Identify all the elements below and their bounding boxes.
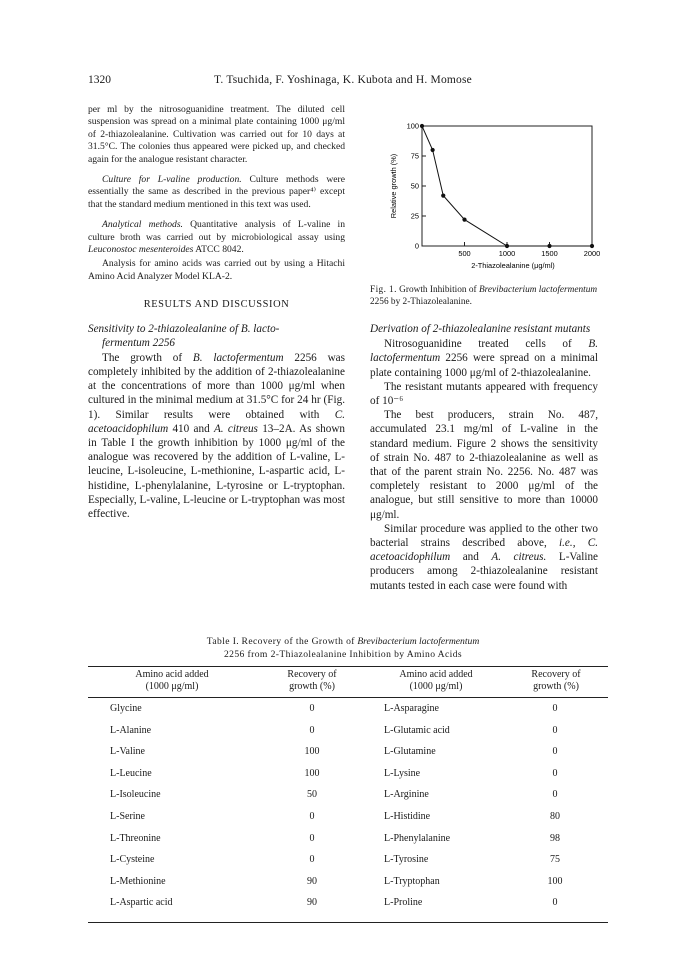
culture-text: Culture methods were essentially the same as described in the previous paper⁴⁾ except that the standard medium mentioned in this text was used. — [88, 174, 345, 210]
derivation-p4-text-c: and — [462, 551, 479, 564]
table-cell-amino-acid: L-Histidine — [384, 811, 431, 822]
table-cell-amino-acid: L-Aspartic acid — [110, 897, 173, 909]
y-tick-label: 25 — [410, 211, 419, 221]
table-cell-amino-acid: L-Methionine — [110, 875, 166, 887]
analytical-text-1: Quantitative analysis of L-valine in culture broth was carried out by microbiological assay using — [88, 219, 346, 243]
results-paragraph — [88, 351, 345, 521]
x-tick-label: 500 — [458, 249, 471, 258]
table-cell-recovery: 0 — [552, 746, 558, 758]
author-line: T. Tsuchida, F. Yoshinaga, K. Kubota and H. Momose — [214, 74, 472, 86]
table-cell-amino-acid: L-Threonine — [110, 832, 161, 844]
x-tick-label: 1500 — [541, 249, 558, 258]
table-cell-recovery: 0 — [309, 854, 315, 866]
table-cell-amino-acid: L-Isoleucine — [110, 789, 161, 801]
running-header — [88, 74, 598, 90]
header-recovery-left-line-1: Recovery of — [287, 669, 337, 680]
results-text-c: 2256 was completely inhibited by the addition of 2-thiazolealanine at the concentrations of more than 1000 μg/ml when cultured in the minimal medium at 31.5°C for 24 hr (Fig. 1). Similar results were obtained with — [88, 351, 345, 421]
derivation-p4-text-a: Similar procedure was applied to the other two bacterial strains described above, — [370, 522, 598, 550]
data-point — [462, 218, 466, 222]
header-amino-left-line-2: (1000 μg/ml) — [145, 681, 199, 692]
table-cell-amino-acid: L-Alanine — [110, 724, 152, 736]
table-title — [88, 636, 598, 661]
section-heading: RESULTS AND DISCUSSION — [143, 299, 290, 311]
chart-frame — [422, 126, 592, 246]
analytical-heading: Analytical methods. — [102, 219, 183, 231]
data-point — [505, 244, 509, 248]
methods-section — [88, 104, 345, 283]
chart-plot-frame — [422, 126, 592, 246]
header-recovery-left-line-2: growth (%) — [289, 681, 335, 692]
results-text-g: 13–2A. As shown in Table I the growth inhibition by 1000 μg/ml of the analogue was recovered by the addition of L-valine, L-leucine, L-isoleucine, L-methionine, L-aspartic acid, L-histidine, L-phenylalanine, L-tyrosine or L-tryptophan. Especially, L-valine, L-leucine or L-tryptophan was most effective. — [88, 422, 346, 520]
y-axis-label: Relative growth (%) — [389, 153, 398, 219]
header-recovery-left — [256, 669, 368, 693]
x-tick-label: 2000 — [583, 249, 601, 258]
data-point — [547, 244, 551, 248]
header-amino-left — [88, 669, 256, 693]
table-cell-recovery: 50 — [307, 789, 317, 801]
caption-organism: Brevibacterium lactofermentum — [478, 285, 598, 295]
header-amino-left-line-1: Amino acid added — [135, 669, 209, 680]
table-cell-amino-acid: L-Tryptophan — [384, 875, 440, 887]
analytical-text-2: ATCC 8042. — [195, 244, 244, 256]
left-column — [88, 104, 345, 521]
table-top-rule — [88, 666, 608, 667]
results-section — [88, 322, 345, 521]
culture-paragraph — [88, 174, 345, 211]
derivation-p4-organism-b: i.e., C. acetoacidophilum — [370, 537, 598, 564]
table-cell-amino-acid: L-Tyrosine — [384, 854, 429, 866]
y-tick-label: 75 — [410, 151, 419, 161]
table-title-caps: Recovery of the Growth of — [241, 636, 355, 647]
data-point — [420, 124, 424, 128]
table-title-organism: Brevibacterium lactofermentum — [357, 636, 480, 647]
caption-text: Growth Inhibition of — [399, 285, 477, 295]
table-cell-recovery: 0 — [552, 897, 558, 909]
chart-series — [420, 124, 594, 248]
data-point — [590, 244, 594, 248]
table-cell-recovery: 98 — [550, 832, 560, 844]
derivation-paragraph-4 — [370, 522, 598, 593]
table-cell-amino-acid: L-Asparagine — [384, 703, 439, 714]
y-tick-label: 50 — [410, 181, 419, 191]
table-bottom-rule — [88, 922, 608, 923]
header-amino-right-line-2: (1000 μg/ml) — [409, 681, 463, 692]
table-label: Table I. — [206, 636, 240, 647]
table-cell-recovery: 90 — [307, 875, 317, 887]
table-cell-recovery: 0 — [552, 789, 558, 801]
table-cell-recovery: 0 — [552, 767, 558, 779]
table-cell-recovery: 100 — [547, 875, 563, 887]
table-cell-recovery: 80 — [550, 811, 560, 822]
table-cell-recovery: 100 — [304, 767, 320, 779]
right-column — [370, 322, 598, 593]
table-cell-recovery: 0 — [309, 811, 315, 822]
header-recovery-right-line-1: Recovery of — [531, 669, 581, 680]
derivation-paragraph-2: The resistant mutants appeared with frequency of 10⁻⁶ — [370, 380, 598, 408]
table-cell-amino-acid: L-Valine — [110, 746, 145, 758]
amino-analysis-paragraph: Analysis for amino acids was carried out by using a Hitachi Amino Acid Analyzer Model KLA-2. — [88, 258, 345, 282]
figure-label: Fig. 1. — [370, 285, 397, 295]
table-cell-recovery: 0 — [552, 724, 558, 736]
table-cell-amino-acid: L-Proline — [384, 897, 423, 909]
table-cell-recovery: 0 — [309, 832, 315, 844]
series-line — [422, 126, 592, 246]
intro-paragraph: per ml by the nitrosoguanidine treatment. The diluted cell suspension was spread on a minimal plate containing 1000 μg/ml of 2-thiazolealanine. Cultivation was carried out for 10 days at 31.5°C. The colonies thus appeared were picked up, and checked again for the analogue resistant character. — [88, 104, 345, 165]
y-tick-label: 100 — [406, 121, 419, 131]
derivation-p4-text-e: L-Valine producers among 2-thiazolealanine resistant mutants tested in each case were found with — [370, 551, 598, 592]
derivation-text-c: 2256 were spread on a minimal plate containing 1000 μg/ml of 2-thiazolealanine. — [370, 352, 598, 379]
derivation-heading: Derivation of 2-thiazolealanine resistant mutants — [370, 323, 591, 335]
results-organism-f: A. citreus — [213, 422, 258, 435]
table-cell-amino-acid: L-Cysteine — [110, 854, 155, 866]
table-cell-amino-acid: L-Lysine — [384, 767, 421, 779]
results-organism-d: C. acetoacidophilum — [88, 408, 345, 435]
table-cell-amino-acid: Glycine — [110, 703, 142, 714]
y-axis-ticks — [407, 122, 426, 251]
results-text-e: 410 and — [172, 422, 210, 435]
table-cell-amino-acid: L-Phenylalanine — [384, 832, 451, 844]
sensitivity-heading-line-1: Sensitivity to 2-thiazolealanine of B. lacto- — [88, 323, 280, 336]
derivation-paragraph-1 — [370, 337, 598, 380]
table-header-rule — [88, 697, 608, 698]
results-text-a: The growth of — [102, 351, 183, 364]
header-recovery-right — [504, 669, 608, 693]
caption-tail: 2256 by 2-Thiazolealanine. — [370, 297, 472, 307]
results-organism-b: B. lactofermentum — [192, 351, 284, 364]
sensitivity-subheading — [88, 322, 345, 350]
table-cell-recovery: 100 — [304, 746, 320, 758]
table-cell-recovery: 0 — [309, 703, 315, 714]
table-cell-amino-acid: L-Glutamic acid — [384, 724, 450, 736]
x-axis-label: 2-Thiazolealanine (μg/ml) — [471, 261, 555, 270]
culture-heading: Culture for L-valine production. — [102, 174, 242, 186]
header-amino-right — [368, 669, 504, 693]
figure-1 — [366, 104, 606, 284]
derivation-paragraph-3: The best producers, strain No. 487, accumulated 23.1 mg/ml of L-valine in the standard medium. Figure 2 shows the sensitivity of strain No. 487 to 2-thiazolealanine as well as that of the parent strain No. 2256. No. 487 was completely resistant to 2000 μg/ml of the analogue, but still sensitive to more than 10000 μg/ml. — [370, 409, 598, 521]
growth-inhibition-chart — [366, 104, 606, 284]
figure-caption — [370, 284, 600, 308]
sensitivity-heading-line-2: fermentum 2256 — [102, 337, 176, 350]
table-title-line-2: 2256 from 2-Thiazolealanine Inhibition by Amino Acids — [223, 648, 463, 660]
data-point — [441, 194, 445, 198]
table-cell-amino-acid: L-Leucine — [110, 767, 152, 779]
x-tick-label: 1000 — [498, 249, 516, 258]
header-amino-right-line-1: Amino acid added — [399, 669, 473, 680]
table-cell-amino-acid: L-Arginine — [384, 789, 429, 801]
table-cell-recovery: 75 — [550, 854, 560, 866]
header-recovery-right-line-2: growth (%) — [533, 681, 579, 692]
derivation-text-a: Nitrosoguanidine treated cells of — [384, 338, 572, 351]
table-cell-amino-acid: L-Glutamine — [384, 746, 436, 758]
x-axis-ticks — [458, 242, 600, 258]
data-point — [431, 148, 435, 152]
table-cell-recovery: 0 — [309, 724, 315, 736]
y-tick-label: 0 — [414, 241, 419, 251]
table-cell-recovery: 0 — [552, 703, 558, 714]
derivation-p4-organism-d: A. citreus. — [491, 551, 547, 564]
analytical-organism: Leuconostoc mesenteroides — [88, 244, 194, 256]
table-cell-recovery: 90 — [307, 897, 317, 909]
analytical-paragraph — [88, 219, 345, 256]
table-cell-amino-acid: L-Serine — [110, 811, 145, 822]
page-number: 1320 — [88, 74, 111, 86]
derivation-organism: B. lactofermentum — [370, 338, 598, 365]
